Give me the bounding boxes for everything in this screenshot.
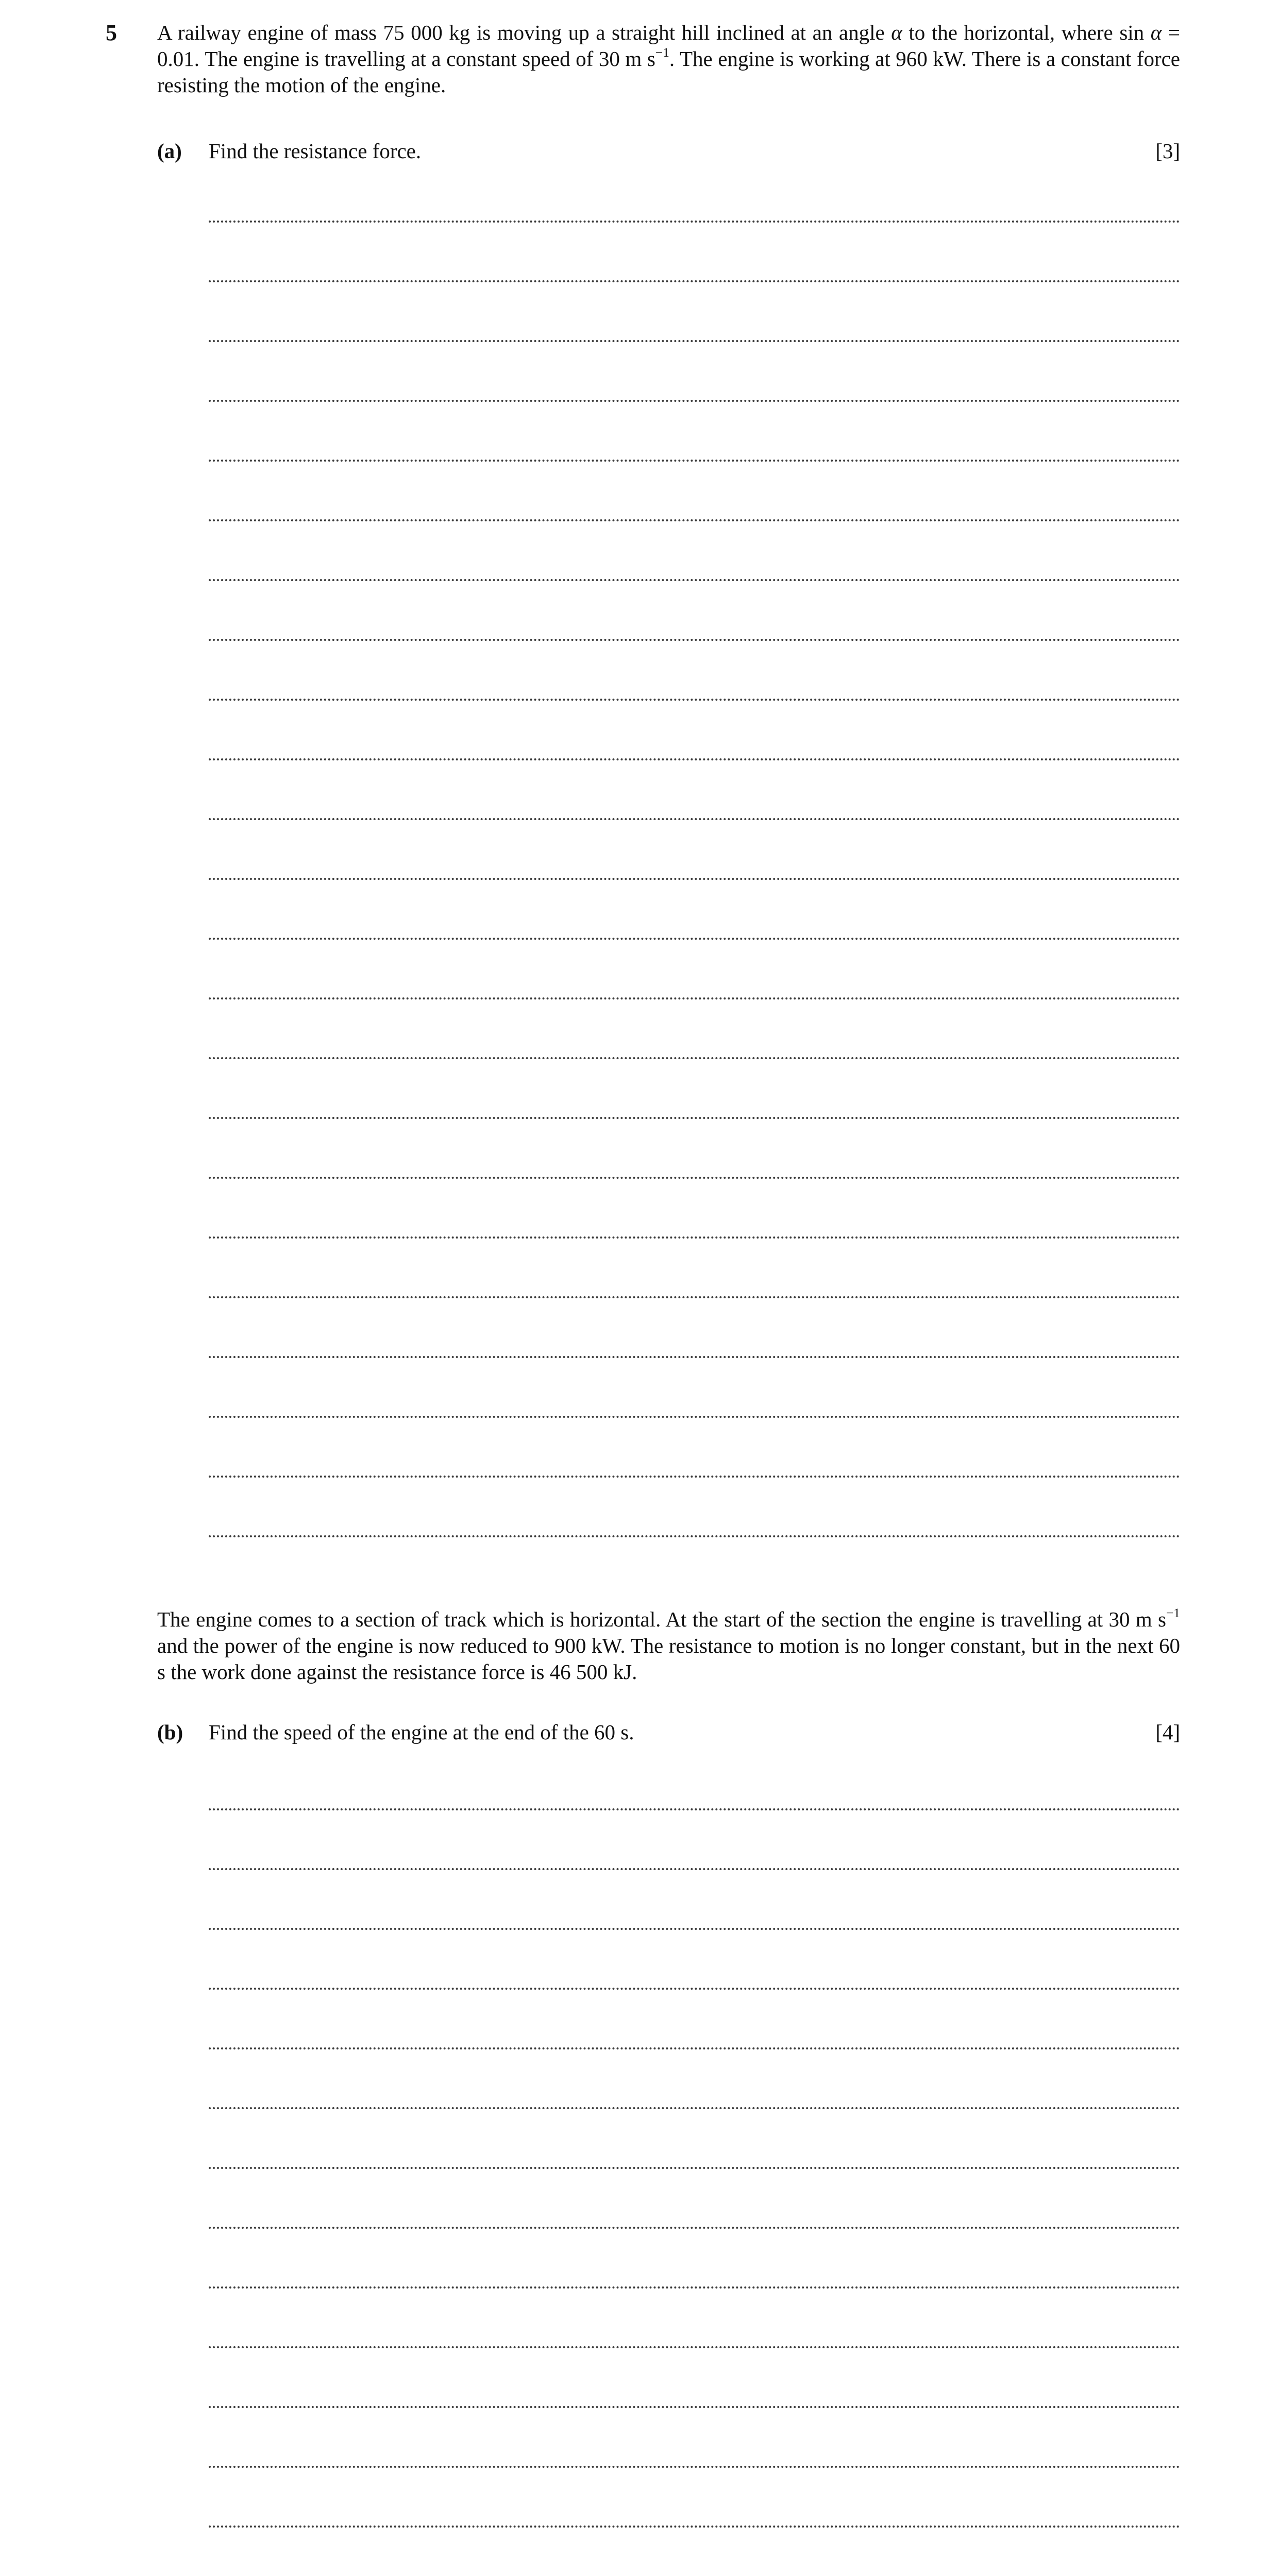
answer-line[interactable] <box>209 400 1180 402</box>
answer-line[interactable] <box>209 579 1180 581</box>
answer-line[interactable] <box>209 1808 1180 1810</box>
answer-line[interactable] <box>209 699 1180 701</box>
part-a-label: (a) <box>157 139 182 163</box>
answer-line[interactable] <box>209 2526 1180 2528</box>
answer-line[interactable] <box>209 997 1180 999</box>
answer-line[interactable] <box>209 1476 1180 1478</box>
part-a-prompt: Find the resistance force. <box>209 139 422 163</box>
intro-text-1: A railway engine of mass 75 000 kg is moving up a straight hill inclined at an angle <box>157 21 892 44</box>
part-b-prompt: Find the speed of the engine at the end of the 60 s. <box>209 1720 634 1744</box>
answer-line[interactable] <box>209 878 1180 880</box>
intro-text-2: to the horizontal, where sin <box>902 21 1151 44</box>
intro-text-4: . The engine is working at 960 kW. There is a constant force resisting the motion of the engine. <box>157 47 1181 97</box>
part-b-header <box>157 1718 1180 1747</box>
answer-line[interactable] <box>209 1868 1180 1870</box>
answer-line[interactable] <box>209 938 1180 940</box>
answer-line[interactable] <box>209 818 1180 820</box>
answer-line[interactable] <box>209 2107 1180 2109</box>
exponent: −1 <box>655 45 669 60</box>
part-a-marks: [3] <box>1155 139 1180 163</box>
intro-text-3: = 0.01. The engine is travelling at a constant speed of 30 m s <box>157 21 1180 71</box>
answer-line[interactable] <box>209 2167 1180 2169</box>
part-b-label: (b) <box>157 1720 183 1744</box>
answer-line[interactable] <box>209 1416 1180 1418</box>
answer-line[interactable] <box>209 2286 1180 2289</box>
middle-text-2: and the power of the engine is now reduced to 900 kW. The resistance to motion is no longer constant, but in the next 60 s the work done against the resistance force is 46 500 kJ. <box>157 1634 1180 1684</box>
answer-line[interactable] <box>209 1356 1180 1358</box>
answer-line[interactable] <box>209 2406 1180 2408</box>
answer-line[interactable] <box>209 460 1180 462</box>
answer-line[interactable] <box>209 2466 1180 2468</box>
answer-line[interactable] <box>209 1988 1180 1990</box>
answer-line[interactable] <box>209 340 1180 342</box>
answer-line[interactable] <box>209 639 1180 641</box>
answer-line[interactable] <box>209 1928 1180 1930</box>
answer-line[interactable] <box>209 2346 1180 2348</box>
answer-line[interactable] <box>209 280 1180 282</box>
answer-line[interactable] <box>209 1177 1180 1179</box>
question-intro <box>157 20 1180 98</box>
part-a-header <box>157 137 1180 165</box>
answer-line[interactable] <box>209 221 1180 223</box>
answer-line[interactable] <box>209 2227 1180 2229</box>
answer-line[interactable] <box>209 2047 1180 2049</box>
middle-paragraph <box>157 1606 1180 1685</box>
answer-line[interactable] <box>209 1236 1180 1239</box>
alpha-symbol: α <box>1150 21 1162 44</box>
answer-line[interactable] <box>209 519 1180 521</box>
part-b-marks: [4] <box>1155 1720 1180 1744</box>
answer-line[interactable] <box>209 1535 1180 1537</box>
answer-line[interactable] <box>209 1057 1180 1059</box>
exponent: −1 <box>1166 1605 1180 1620</box>
question-number: 5 <box>106 20 117 45</box>
alpha-symbol: α <box>891 21 902 44</box>
answer-line[interactable] <box>209 1296 1180 1298</box>
answer-line[interactable] <box>209 758 1180 760</box>
middle-text-1: The engine comes to a section of track which is horizontal. At the start of the section the engine is travelling at 30 m s <box>157 1607 1166 1631</box>
answer-line[interactable] <box>209 1117 1180 1119</box>
